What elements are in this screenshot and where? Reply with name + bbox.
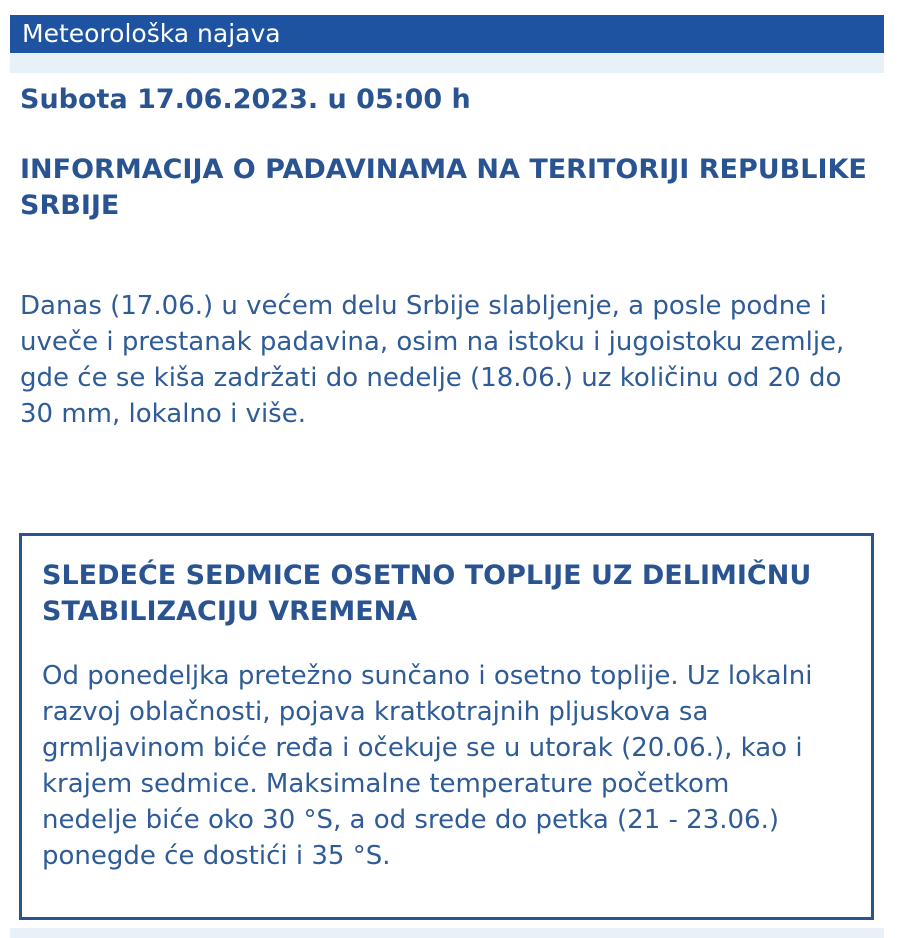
weekly-outlook-text: Od ponedeljka pretežno sunčano i osetno toplije. Uz lokalni razvoj oblačnosti, pojava kratkotrajnih pljuskova sa grmljavinom biće ređa i očekuje se u utorak (20.06.), kao i krajem sedmice. Maksimalne temperature početkom nedelje biće oko 30 °S, a od srede do petka (21 - 23.06.) ponegde će dostići i 35 °S.: [42, 661, 813, 871]
footer-strip: [10, 928, 884, 938]
header-bar: [10, 15, 884, 53]
header-divider-strip: [10, 53, 884, 73]
weekly-outlook-title: SLEDEĆE SEDMICE OSETNO TOPLIJE UZ DELIMIČNU STABILIZACIJU VREMENA: [42, 560, 812, 627]
section-title: INFORMACIJA O PADAVINAMA NA TERITORIJI REPUBLIKE SRBIJE: [20, 154, 867, 221]
forecast-date: Subota 17.06.2023. u 05:00 h: [20, 84, 471, 115]
weekly-outlook-box: [19, 533, 874, 920]
header-title: Meteorološka najava: [22, 19, 281, 48]
forecast-paragraph: Danas (17.06.) u većem delu Srbije slabljenje, a posle podne i uveče i prestanak padavina, osim na istoku i jugoistoku zemlje, gde će se kiša zadržati do nedelje (18.06.) uz količinu od 20 do 30 mm, lokalno i više.: [20, 291, 845, 429]
